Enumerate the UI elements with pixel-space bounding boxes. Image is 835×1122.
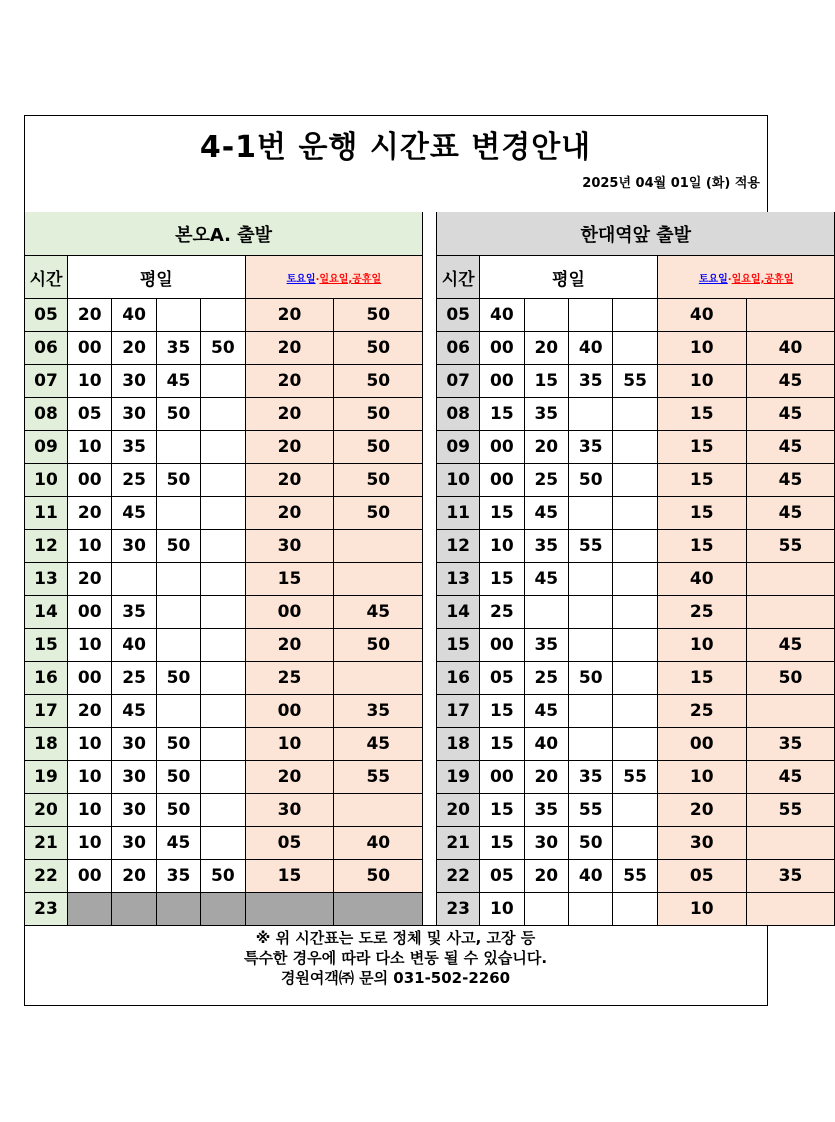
left-weekend-minute: 15	[246, 563, 335, 596]
left-weekday-minute: 50	[157, 530, 201, 563]
left-weekday-minute: 30	[112, 794, 156, 827]
right-weekday-minute	[613, 497, 657, 530]
right-weekend-minute: 15	[658, 398, 747, 431]
right-hour-cell: 12	[437, 530, 480, 563]
right-weekday-minute: 10	[480, 893, 524, 926]
right-weekend-minute: 45	[747, 398, 835, 431]
right-weekday-minute: 15	[525, 365, 569, 398]
left-weekday-minute	[201, 497, 245, 530]
right-weekend-minute: 15	[658, 431, 747, 464]
right-weekend-minute: 45	[747, 431, 835, 464]
right-weekday-minute	[525, 893, 569, 926]
right-weekend-minute	[747, 596, 835, 629]
left-weekday-minute	[157, 629, 201, 662]
right-weekday-minute: 35	[569, 761, 613, 794]
right-weekday-minute: 00	[480, 629, 524, 662]
left-hour-cell: 17	[25, 695, 68, 728]
right-weekday-minute: 40	[569, 860, 613, 893]
left-weekday-minute	[157, 563, 201, 596]
left-weekday-minute: 05	[68, 398, 112, 431]
left-weekend-minute: 10	[246, 728, 335, 761]
right-weekday-minute: 15	[480, 563, 524, 596]
left-weekday-minute: 10	[68, 728, 112, 761]
left-weekday-minute: 45	[112, 695, 156, 728]
right-weekday-minute	[569, 299, 613, 332]
left-hour-cell: 11	[25, 497, 68, 530]
left-weekend-minute: 05	[246, 827, 335, 860]
timetable-sheet	[24, 115, 803, 1006]
left-weekday-minute: 40	[112, 629, 156, 662]
left-weekday-minute	[112, 563, 156, 596]
left-weekday-minute	[112, 893, 156, 926]
right-weekday-minute: 05	[480, 860, 524, 893]
left-weekday-minute	[201, 464, 245, 497]
right-weekday-minute: 00	[480, 761, 524, 794]
right-hour-cell: 11	[437, 497, 480, 530]
right-weekday-minute: 55	[613, 860, 657, 893]
left-weekday-minute: 00	[68, 464, 112, 497]
right-weekday-minute: 35	[525, 398, 569, 431]
left-weekend-minute: 00	[246, 695, 335, 728]
left-weekday-minute	[201, 761, 245, 794]
left-weekday-minute: 35	[157, 860, 201, 893]
right-weekday-minute: 00	[480, 464, 524, 497]
left-departure-header: 본오A. 출발	[25, 212, 423, 256]
left-weekend-minute	[334, 563, 423, 596]
left-weekend-minute: 45	[334, 596, 423, 629]
right-weekend-minute: 35	[747, 860, 835, 893]
left-hour-cell: 16	[25, 662, 68, 695]
left-weekday-minute: 30	[112, 728, 156, 761]
left-hour-cell: 21	[25, 827, 68, 860]
left-weekend-minute: 20	[246, 464, 335, 497]
left-weekday-minute: 10	[68, 530, 112, 563]
left-hour-cell: 10	[25, 464, 68, 497]
left-weekday-label: 평일	[68, 256, 246, 299]
left-weekend-minute: 15	[246, 860, 335, 893]
right-hour-cell: 13	[437, 563, 480, 596]
right-weekday-minute: 00	[480, 365, 524, 398]
left-weekday-minute	[201, 563, 245, 596]
left-weekday-minute: 10	[68, 761, 112, 794]
right-weekday-minute: 55	[569, 794, 613, 827]
left-saturday-label: 토요일	[286, 273, 316, 285]
left-weekend-minute: 35	[334, 695, 423, 728]
right-weekday-minute: 20	[525, 860, 569, 893]
left-weekend-minute: 50	[334, 860, 423, 893]
effective-date: 2025년 04월 01일 (화) 적용	[582, 176, 760, 191]
right-hour-cell: 22	[437, 860, 480, 893]
left-weekday-minute: 20	[68, 497, 112, 530]
right-weekend-label: 토요일 . 일요일,공휴일	[658, 256, 835, 299]
left-weekend-minute: 50	[334, 365, 423, 398]
right-saturday-label: 토요일	[698, 273, 728, 285]
right-weekend-minute	[747, 827, 835, 860]
right-weekend-minute: 40	[658, 299, 747, 332]
right-weekday-minute	[613, 662, 657, 695]
left-hour-cell: 06	[25, 332, 68, 365]
right-weekend-minute	[747, 893, 835, 926]
left-weekday-minute: 50	[157, 728, 201, 761]
left-hour-cell: 19	[25, 761, 68, 794]
page-title: 4-1번 운행 시간표 변경안내	[199, 130, 592, 165]
right-weekday-minute	[613, 530, 657, 563]
left-weekday-minute	[157, 893, 201, 926]
left-weekday-minute	[201, 398, 245, 431]
left-weekend-minute	[246, 893, 335, 926]
notice-line-2: 특수한 경우에 따라 다소 변동 될 수 있습니다.	[243, 949, 548, 967]
column-separator	[423, 212, 437, 926]
right-hour-cell: 18	[437, 728, 480, 761]
left-weekday-minute	[201, 893, 245, 926]
left-weekend-minute: 20	[246, 398, 335, 431]
right-weekday-minute: 55	[613, 365, 657, 398]
left-hour-cell: 12	[25, 530, 68, 563]
right-weekday-minute: 00	[480, 431, 524, 464]
left-weekday-minute	[201, 299, 245, 332]
left-weekend-minute	[334, 893, 423, 926]
left-weekend-minute: 50	[334, 299, 423, 332]
left-weekday-minute: 10	[68, 794, 112, 827]
left-weekday-minute	[157, 497, 201, 530]
right-weekday-minute: 15	[480, 728, 524, 761]
right-weekday-minute: 35	[525, 629, 569, 662]
left-weekday-minute: 40	[112, 299, 156, 332]
right-weekday-minute	[613, 893, 657, 926]
right-weekend-minute: 15	[658, 530, 747, 563]
right-weekday-minute: 50	[569, 662, 613, 695]
right-weekend-minute: 55	[747, 794, 835, 827]
right-weekday-minute: 40	[525, 728, 569, 761]
notice-footer	[25, 928, 766, 988]
right-weekday-minute: 55	[569, 530, 613, 563]
right-weekday-minute	[569, 398, 613, 431]
right-hour-cell: 21	[437, 827, 480, 860]
left-weekday-minute: 35	[157, 332, 201, 365]
right-weekend-minute: 45	[747, 761, 835, 794]
left-weekday-minute: 20	[68, 695, 112, 728]
left-weekend-minute: 50	[334, 464, 423, 497]
right-hour-label: 시간	[437, 256, 480, 299]
right-weekday-minute: 25	[525, 464, 569, 497]
left-weekday-minute: 50	[201, 332, 245, 365]
right-weekend-minute: 10	[658, 365, 747, 398]
right-weekday-minute: 50	[569, 464, 613, 497]
left-weekday-minute: 25	[112, 662, 156, 695]
left-hour-cell: 05	[25, 299, 68, 332]
left-weekday-minute	[201, 695, 245, 728]
right-hour-cell: 09	[437, 431, 480, 464]
left-weekend-minute: 20	[246, 332, 335, 365]
right-weekday-minute	[525, 596, 569, 629]
left-weekday-minute: 30	[112, 398, 156, 431]
right-weekday-minute: 00	[480, 332, 524, 365]
right-weekday-minute	[613, 794, 657, 827]
right-weekday-minute	[525, 299, 569, 332]
right-weekend-minute: 15	[658, 464, 747, 497]
left-hour-cell: 08	[25, 398, 68, 431]
right-weekend-minute: 25	[658, 596, 747, 629]
left-weekend-minute	[334, 530, 423, 563]
right-weekend-minute: 15	[658, 662, 747, 695]
left-weekend-minute: 20	[246, 365, 335, 398]
left-weekday-minute: 00	[68, 596, 112, 629]
left-weekend-minute: 50	[334, 497, 423, 530]
left-weekend-minute: 20	[246, 629, 335, 662]
left-hour-cell: 09	[25, 431, 68, 464]
right-weekend-minute: 15	[658, 497, 747, 530]
right-weekday-minute: 15	[480, 794, 524, 827]
left-weekday-minute: 35	[112, 431, 156, 464]
left-sunday-holiday-label: 일요일,공휴일	[319, 273, 382, 285]
right-weekday-minute: 35	[525, 530, 569, 563]
right-weekday-minute: 05	[480, 662, 524, 695]
left-weekday-minute	[201, 530, 245, 563]
right-weekend-minute: 50	[747, 662, 835, 695]
right-sunday-holiday-label: 일요일,공휴일	[731, 273, 794, 285]
right-weekend-minute: 10	[658, 629, 747, 662]
left-weekday-minute	[157, 596, 201, 629]
left-weekday-minute: 50	[157, 761, 201, 794]
left-weekday-minute	[157, 299, 201, 332]
right-weekday-minute	[613, 398, 657, 431]
right-weekend-minute: 45	[747, 464, 835, 497]
right-departure-header: 한대역앞 출발	[437, 212, 835, 256]
left-weekday-minute: 10	[68, 629, 112, 662]
left-weekday-minute	[201, 365, 245, 398]
right-hour-cell: 15	[437, 629, 480, 662]
right-weekday-minute	[613, 299, 657, 332]
left-hour-cell: 18	[25, 728, 68, 761]
left-weekday-minute	[201, 431, 245, 464]
right-weekday-minute: 15	[480, 497, 524, 530]
right-weekend-minute: 45	[747, 497, 835, 530]
right-weekend-minute	[747, 695, 835, 728]
right-weekday-minute: 40	[569, 332, 613, 365]
left-hour-cell: 07	[25, 365, 68, 398]
left-weekday-minute: 00	[68, 860, 112, 893]
left-weekday-minute	[201, 827, 245, 860]
left-weekend-minute: 55	[334, 761, 423, 794]
right-weekend-minute: 20	[658, 794, 747, 827]
right-weekday-minute	[613, 728, 657, 761]
notice-contact: 경원여객㈜ 문의 031-502-2260	[280, 969, 511, 987]
left-weekday-minute	[201, 728, 245, 761]
left-weekday-minute: 50	[157, 398, 201, 431]
left-weekday-minute: 45	[157, 365, 201, 398]
right-weekday-minute: 45	[525, 563, 569, 596]
left-weekday-minute	[157, 695, 201, 728]
right-weekday-minute: 35	[569, 365, 613, 398]
right-weekend-minute	[747, 299, 835, 332]
left-weekday-minute: 50	[157, 662, 201, 695]
left-weekday-minute: 00	[68, 332, 112, 365]
left-weekday-minute: 25	[112, 464, 156, 497]
left-weekday-minute: 10	[68, 827, 112, 860]
left-weekday-minute: 30	[112, 827, 156, 860]
left-weekday-minute: 50	[201, 860, 245, 893]
left-weekday-minute: 00	[68, 662, 112, 695]
left-weekday-minute: 20	[68, 563, 112, 596]
right-weekend-minute: 40	[658, 563, 747, 596]
right-weekday-minute: 30	[525, 827, 569, 860]
right-weekday-minute: 35	[525, 794, 569, 827]
right-hour-cell: 17	[437, 695, 480, 728]
right-weekend-minute: 25	[658, 695, 747, 728]
right-weekday-minute: 15	[480, 827, 524, 860]
right-weekday-minute	[613, 332, 657, 365]
left-weekday-minute: 20	[112, 860, 156, 893]
right-hour-cell: 16	[437, 662, 480, 695]
right-hour-cell: 06	[437, 332, 480, 365]
left-hour-cell: 23	[25, 893, 68, 926]
right-weekend-minute: 10	[658, 332, 747, 365]
right-weekday-minute	[613, 563, 657, 596]
left-weekday-minute	[201, 629, 245, 662]
left-hour-cell: 22	[25, 860, 68, 893]
left-weekend-minute: 00	[246, 596, 335, 629]
right-weekday-minute: 20	[525, 332, 569, 365]
left-weekend-minute: 45	[334, 728, 423, 761]
right-weekend-minute	[747, 563, 835, 596]
right-weekday-minute	[613, 695, 657, 728]
left-weekday-minute	[201, 596, 245, 629]
left-weekday-minute: 45	[112, 497, 156, 530]
left-weekend-minute: 25	[246, 662, 335, 695]
right-weekday-minute	[569, 728, 613, 761]
left-weekend-minute: 30	[246, 794, 335, 827]
right-weekday-minute	[613, 596, 657, 629]
left-weekday-minute: 35	[112, 596, 156, 629]
right-weekday-minute	[613, 431, 657, 464]
right-hour-cell: 19	[437, 761, 480, 794]
right-weekend-minute: 05	[658, 860, 747, 893]
right-weekday-minute: 15	[480, 695, 524, 728]
left-weekday-minute	[157, 431, 201, 464]
left-weekday-minute: 20	[68, 299, 112, 332]
left-weekday-minute: 45	[157, 827, 201, 860]
right-weekday-minute	[569, 893, 613, 926]
left-weekday-minute: 10	[68, 365, 112, 398]
left-weekend-minute: 20	[246, 299, 335, 332]
left-weekday-minute: 30	[112, 761, 156, 794]
right-weekend-minute: 35	[747, 728, 835, 761]
left-hour-cell: 13	[25, 563, 68, 596]
left-weekend-minute: 50	[334, 629, 423, 662]
right-weekend-minute: 45	[747, 629, 835, 662]
right-weekday-minute	[569, 596, 613, 629]
left-weekend-minute: 50	[334, 398, 423, 431]
right-weekday-minute	[569, 695, 613, 728]
right-weekend-minute: 10	[658, 761, 747, 794]
left-weekend-minute: 50	[334, 332, 423, 365]
right-weekday-label: 평일	[480, 256, 658, 299]
left-weekday-minute	[68, 893, 112, 926]
left-weekend-minute: 50	[334, 431, 423, 464]
left-weekend-minute: 20	[246, 431, 335, 464]
notice-line-1: ※ 위 시간표는 도로 정체 및 사고, 고장 등	[255, 929, 536, 947]
right-weekday-minute: 50	[569, 827, 613, 860]
left-hour-cell: 20	[25, 794, 68, 827]
right-hour-cell: 08	[437, 398, 480, 431]
right-weekday-minute: 20	[525, 431, 569, 464]
left-weekday-minute	[201, 662, 245, 695]
left-weekday-minute: 20	[112, 332, 156, 365]
right-weekday-minute	[613, 629, 657, 662]
left-weekday-minute: 30	[112, 365, 156, 398]
right-weekend-minute: 10	[658, 893, 747, 926]
right-weekday-minute: 45	[525, 695, 569, 728]
left-weekend-minute: 20	[246, 497, 335, 530]
left-weekend-label: 토요일 . 일요일,공휴일	[246, 256, 424, 299]
left-weekend-minute	[334, 794, 423, 827]
right-weekend-minute: 55	[747, 530, 835, 563]
left-weekend-minute: 30	[246, 530, 335, 563]
left-weekday-minute: 50	[157, 794, 201, 827]
right-hour-cell: 07	[437, 365, 480, 398]
right-weekday-minute: 45	[525, 497, 569, 530]
left-weekend-minute: 40	[334, 827, 423, 860]
left-hour-label: 시간	[25, 256, 68, 299]
right-hour-cell: 05	[437, 299, 480, 332]
right-weekday-minute: 20	[525, 761, 569, 794]
title-block	[25, 116, 766, 213]
right-hour-cell: 14	[437, 596, 480, 629]
right-weekday-minute	[569, 629, 613, 662]
right-weekday-minute	[569, 563, 613, 596]
left-weekday-minute	[201, 794, 245, 827]
left-weekend-minute	[334, 662, 423, 695]
right-weekday-minute	[613, 827, 657, 860]
right-weekday-minute	[613, 464, 657, 497]
right-hour-cell: 10	[437, 464, 480, 497]
right-hour-cell: 23	[437, 893, 480, 926]
right-hour-cell: 20	[437, 794, 480, 827]
left-weekday-minute: 50	[157, 464, 201, 497]
left-weekend-minute: 20	[246, 761, 335, 794]
left-weekday-minute: 10	[68, 431, 112, 464]
right-weekday-minute: 25	[525, 662, 569, 695]
right-weekday-minute: 10	[480, 530, 524, 563]
right-weekday-minute: 15	[480, 398, 524, 431]
right-weekday-minute	[569, 497, 613, 530]
right-weekday-minute: 40	[480, 299, 524, 332]
right-weekend-minute: 40	[747, 332, 835, 365]
right-weekend-minute: 30	[658, 827, 747, 860]
right-weekend-minute: 45	[747, 365, 835, 398]
left-weekday-minute: 30	[112, 530, 156, 563]
right-weekday-minute: 35	[569, 431, 613, 464]
left-hour-cell: 15	[25, 629, 68, 662]
right-weekday-minute: 25	[480, 596, 524, 629]
right-weekday-minute: 55	[613, 761, 657, 794]
left-hour-cell: 14	[25, 596, 68, 629]
right-weekend-minute: 00	[658, 728, 747, 761]
